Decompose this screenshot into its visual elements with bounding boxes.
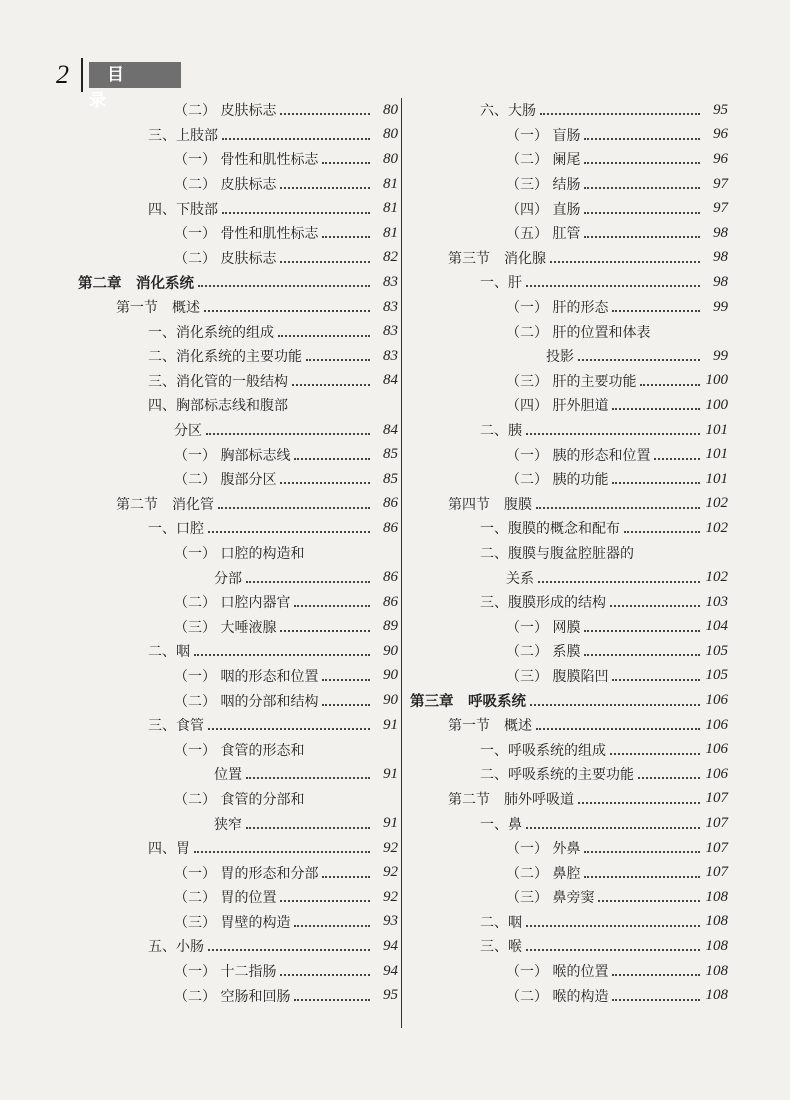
dot-leader (294, 605, 370, 607)
toc-entry-page: 106 (705, 741, 728, 758)
dot-leader (536, 507, 700, 509)
toc-entry-label: （二） 皮肤标志 (174, 103, 277, 120)
toc-entry (78, 418, 398, 443)
toc-entry (410, 762, 728, 787)
toc-entry-label: 一、消化系统的组成 (148, 324, 274, 341)
toc-entry (410, 811, 728, 836)
toc-entry (410, 270, 728, 295)
toc-entry (78, 344, 398, 369)
toc-entry (410, 147, 728, 172)
dot-leader (280, 113, 370, 115)
toc-entry-label: （一） 口腔的构造和 (174, 545, 305, 562)
toc-entry-page: 106 (705, 716, 728, 733)
toc-entry (410, 344, 728, 369)
toc-entry-page: 107 (705, 790, 728, 807)
toc-entry (78, 467, 398, 492)
toc-entry (78, 221, 398, 246)
toc-entry-label: （二） 阑尾 (506, 152, 581, 169)
dot-leader (584, 138, 700, 140)
toc-entry (78, 492, 398, 517)
toc-entry (410, 860, 728, 885)
toc-entry (410, 910, 728, 935)
toc-entry-label: 六、大肠 (480, 103, 536, 120)
toc-entry-label: 第二章 消化系统 (78, 275, 194, 292)
toc-entry-label: 分部 (214, 570, 242, 587)
toc-entry (78, 98, 398, 123)
toc-entry-label: 关系 (506, 570, 534, 587)
toc-entry (78, 295, 398, 320)
toc-entry-label: 第二节 肺外呼吸道 (448, 791, 574, 808)
dot-leader (638, 777, 700, 779)
toc-entry-label: 二、咽 (480, 914, 522, 931)
toc-entry (410, 787, 728, 812)
toc-entry-page: 104 (705, 618, 728, 635)
toc-entry-label: 一、腹膜的概念和配布 (480, 521, 620, 538)
dot-leader (208, 531, 370, 533)
toc-entry-label: 三、腹膜形成的结构 (480, 595, 606, 612)
toc-entry-page: 103 (705, 593, 728, 610)
dot-leader (526, 433, 700, 435)
toc-entry (410, 639, 728, 664)
toc-entry-label: （二） 腹部分区 (174, 472, 277, 489)
toc-entry (78, 910, 398, 935)
toc-entry (78, 614, 398, 639)
toc-entry-page: 99 (713, 298, 728, 315)
toc-entry-label: （一） 盲肠 (506, 127, 581, 144)
toc-entry (410, 590, 728, 615)
toc-entry-page: 105 (705, 667, 728, 684)
toc-entry-page: 107 (705, 815, 728, 832)
toc-entry-label: （二） 肝的位置和体表 (506, 324, 651, 341)
toc-entry (78, 393, 398, 418)
toc-entry-page: 102 (705, 495, 728, 512)
dot-leader (278, 335, 370, 337)
toc-entry-label: 投影 (546, 349, 574, 366)
toc-entry (78, 541, 398, 566)
toc-entry-page: 90 (383, 642, 398, 659)
dot-leader (322, 236, 370, 238)
toc-entry-page: 101 (705, 421, 728, 438)
toc-entry-label: （二） 空肠和回肠 (174, 988, 291, 1005)
toc-entry-label: 四、胸部标志线和腹部 (148, 398, 288, 415)
toc-entry-page: 91 (383, 765, 398, 782)
toc-entry-label: （三） 胃壁的构造 (174, 914, 291, 931)
toc-entry-label: （一） 肝的形态 (506, 300, 609, 317)
toc-entry-page: 107 (705, 864, 728, 881)
toc-entry (78, 860, 398, 885)
toc-entry-label: 二、呼吸系统的主要功能 (480, 767, 634, 784)
dot-leader (526, 285, 700, 287)
toc-entry (410, 664, 728, 689)
toc-entry (410, 516, 728, 541)
toc-entry (78, 246, 398, 271)
toc-entry (78, 811, 398, 836)
dot-leader (526, 827, 700, 829)
toc-entry-page: 108 (705, 962, 728, 979)
toc-entry-label: 第一节 概述 (116, 300, 200, 317)
toc-column-left (78, 98, 398, 1008)
dot-leader (538, 581, 700, 583)
toc-entry-label: 第二节 消化管 (116, 496, 214, 513)
toc-entry (78, 369, 398, 394)
toc-entry (78, 639, 398, 664)
toc-entry (78, 713, 398, 738)
toc-entry (410, 934, 728, 959)
toc-entry-label: （一） 胸部标志线 (174, 447, 291, 464)
toc-column-right (410, 98, 728, 1008)
dot-leader (246, 581, 370, 583)
dot-leader (292, 384, 370, 386)
toc-entry-label: 三、上肢部 (148, 127, 218, 144)
toc-entry-page: 80 (383, 126, 398, 143)
toc-entry-page: 82 (383, 249, 398, 266)
toc-entry-label: 三、消化管的一般结构 (148, 373, 288, 390)
toc-entry (410, 467, 728, 492)
toc-entry-page: 91 (383, 716, 398, 733)
toc-entry-page: 107 (705, 839, 728, 856)
dot-leader (280, 482, 370, 484)
toc-entry-label: （二） 口腔内器官 (174, 595, 291, 612)
toc-entry-page: 83 (383, 298, 398, 315)
toc-entry-page: 80 (383, 101, 398, 118)
dot-leader (280, 974, 370, 976)
toc-entry-page: 102 (705, 519, 728, 536)
toc-entry-page: 99 (713, 347, 728, 364)
dot-leader (584, 187, 700, 189)
toc-entry-page: 97 (713, 175, 728, 192)
toc-entry (78, 836, 398, 861)
toc-entry-page: 98 (713, 224, 728, 241)
dot-leader (640, 384, 700, 386)
toc-entry (410, 442, 728, 467)
dot-leader (280, 630, 370, 632)
dot-leader (322, 876, 370, 878)
dot-leader (578, 802, 700, 804)
toc-entry-label: 三、食管 (148, 718, 204, 735)
toc-entry-page: 95 (713, 101, 728, 118)
section-title: 目 录 (89, 62, 181, 88)
toc-entry-label: （二） 鼻腔 (506, 865, 581, 882)
toc-entry-page: 91 (383, 815, 398, 832)
toc-entry (410, 393, 728, 418)
toc-entry-label: 分区 (174, 423, 202, 440)
toc-entry-label: 一、肝 (480, 275, 522, 292)
toc-entry-page: 90 (383, 692, 398, 709)
toc-entry-page: 93 (383, 913, 398, 930)
toc-entry (410, 614, 728, 639)
toc-entry-label: （二） 系膜 (506, 644, 581, 661)
toc-entry-label: 一、口腔 (148, 521, 204, 538)
dot-leader (204, 310, 370, 312)
toc-entry-page: 95 (383, 987, 398, 1004)
column-divider (401, 98, 402, 1028)
dot-leader (280, 187, 370, 189)
toc-entry (78, 147, 398, 172)
toc-entry-label: 狭窄 (214, 816, 242, 833)
toc-entry-page: 86 (383, 569, 398, 586)
toc-entry-label: （三） 腹膜陷凹 (506, 668, 609, 685)
toc-entry-label: （四） 肝外胆道 (506, 398, 609, 415)
toc-entry-page: 105 (705, 642, 728, 659)
toc-entry-label: 二、咽 (148, 644, 190, 661)
toc-entry-label: （二） 胰的功能 (506, 472, 609, 489)
dot-leader (208, 949, 370, 951)
dot-leader (610, 605, 700, 607)
toc-entry-page: 84 (383, 372, 398, 389)
dot-leader (584, 630, 700, 632)
dot-leader (280, 261, 370, 263)
toc-entry-page: 100 (705, 372, 728, 389)
toc-entry-label: （一） 外鼻 (506, 841, 581, 858)
toc-entry-page: 101 (705, 446, 728, 463)
toc-entry-label: 位置 (214, 767, 242, 784)
toc-entry-label: （一） 骨性和肌性标志 (174, 152, 319, 169)
toc-entry-page: 84 (383, 421, 398, 438)
toc-entry-label: 第一节 概述 (448, 718, 532, 735)
toc-entry (78, 983, 398, 1008)
toc-entry-label: 三、喉 (480, 939, 522, 956)
page-number: 2 (56, 60, 69, 89)
dot-leader (578, 359, 700, 361)
toc-entry-label: （二） 胃的位置 (174, 890, 277, 907)
dot-leader (246, 827, 370, 829)
toc-entry (410, 418, 728, 443)
toc-entry-label: （一） 喉的位置 (506, 964, 609, 981)
toc-entry (410, 737, 728, 762)
toc-entry (410, 196, 728, 221)
dot-leader (612, 310, 700, 312)
toc-entry-page: 94 (383, 937, 398, 954)
dot-leader (294, 999, 370, 1001)
toc-entry (410, 295, 728, 320)
dot-leader (612, 999, 700, 1001)
toc-entry-label: （二） 皮肤标志 (174, 250, 277, 267)
dot-leader (526, 925, 700, 927)
toc-entry-page: 81 (383, 224, 398, 241)
toc-entry-page: 96 (713, 150, 728, 167)
toc-entry-page: 94 (383, 962, 398, 979)
dot-leader (584, 876, 700, 878)
dot-leader (540, 113, 700, 115)
toc-entry-label: （三） 结肠 (506, 177, 581, 194)
dot-leader (194, 654, 370, 656)
toc-entry-label: （二） 食管的分部和 (174, 791, 305, 808)
toc-entry-page: 83 (383, 273, 398, 290)
toc-entry-page: 80 (383, 150, 398, 167)
toc-entry-label: （二） 皮肤标志 (174, 177, 277, 194)
toc-entry (410, 983, 728, 1008)
toc-entry-page: 81 (383, 175, 398, 192)
toc-entry (410, 98, 728, 123)
toc-entry-label: 二、胰 (480, 423, 522, 440)
toc-entry (78, 442, 398, 467)
toc-entry (78, 516, 398, 541)
toc-entry-label: 一、鼻 (480, 816, 522, 833)
dot-leader (194, 851, 370, 853)
dot-leader (218, 507, 370, 509)
toc-entry-label: 四、胃 (148, 841, 190, 858)
toc-entry (410, 492, 728, 517)
toc-entry-label: （一） 咽的形态和位置 (174, 668, 319, 685)
toc-entry (410, 959, 728, 984)
toc-entry (410, 123, 728, 148)
toc-entry (410, 319, 728, 344)
dot-leader (584, 162, 700, 164)
toc-entry-label: （三） 大唾液腺 (174, 619, 277, 636)
dot-leader (222, 212, 370, 214)
toc-entry (78, 319, 398, 344)
dot-leader (294, 925, 370, 927)
toc-entry (410, 541, 728, 566)
dot-leader (208, 728, 370, 730)
toc-entry (78, 959, 398, 984)
toc-entry-label: （三） 鼻旁窦 (506, 890, 595, 907)
dot-leader (530, 704, 700, 706)
toc-entry (78, 688, 398, 713)
toc-entry-label: 五、小肠 (148, 939, 204, 956)
toc-chapter-entry (78, 270, 398, 295)
toc-entry-page: 85 (383, 446, 398, 463)
toc-entry-page: 92 (383, 888, 398, 905)
toc-entry-page: 106 (705, 765, 728, 782)
toc-entry-page: 86 (383, 495, 398, 512)
dot-leader (222, 138, 370, 140)
dot-leader (612, 974, 700, 976)
dot-leader (322, 162, 370, 164)
dot-leader (536, 728, 700, 730)
dot-leader (526, 949, 700, 951)
toc-entry (410, 565, 728, 590)
toc-entry-page: 97 (713, 200, 728, 217)
dot-leader (584, 236, 700, 238)
dot-leader (280, 900, 370, 902)
toc-entry (78, 762, 398, 787)
dot-leader (654, 458, 700, 460)
toc-entry-label: （一） 食管的形态和 (174, 742, 305, 759)
toc-entry-page: 100 (705, 396, 728, 413)
toc-entry-label: 四、下肢部 (148, 201, 218, 218)
toc-entry (78, 787, 398, 812)
toc-entry (410, 221, 728, 246)
toc-entry (78, 590, 398, 615)
toc-entry-label: 一、呼吸系统的组成 (480, 742, 606, 759)
toc-entry-label: 二、腹膜与腹盆腔脏器的 (480, 545, 634, 562)
toc-entry-label: （三） 肝的主要功能 (506, 373, 637, 390)
toc-entry (78, 737, 398, 762)
toc-entry-page: 98 (713, 273, 728, 290)
dot-leader (584, 212, 700, 214)
toc-entry (410, 369, 728, 394)
toc-entry-page: 81 (383, 200, 398, 217)
dot-leader (294, 458, 370, 460)
toc-entry (78, 123, 398, 148)
toc-entry-label: 第三节 消化腺 (448, 250, 546, 267)
toc-entry (410, 713, 728, 738)
dot-leader (584, 654, 700, 656)
dot-leader (322, 679, 370, 681)
toc-entry-page: 96 (713, 126, 728, 143)
dot-leader (612, 408, 700, 410)
dot-leader (198, 285, 370, 287)
toc-entry-page: 98 (713, 249, 728, 266)
toc-entry-page: 108 (705, 888, 728, 905)
dot-leader (246, 777, 370, 779)
toc-entry (410, 885, 728, 910)
toc-entry-page: 108 (705, 987, 728, 1004)
toc-entry-page: 89 (383, 618, 398, 635)
toc-entry-page: 90 (383, 667, 398, 684)
toc-entry-label: （二） 喉的构造 (506, 988, 609, 1005)
dot-leader (584, 851, 700, 853)
dot-leader (610, 753, 700, 755)
toc-entry (78, 172, 398, 197)
toc-entry-page: 108 (705, 913, 728, 930)
toc-entry-page: 101 (705, 470, 728, 487)
toc-entry-label: 第三章 呼吸系统 (410, 694, 526, 711)
toc-entry-label: （二） 咽的分部和结构 (174, 693, 319, 710)
toc-entry (78, 196, 398, 221)
toc-entry-label: （一） 十二指肠 (174, 964, 277, 981)
toc-entry-label: 二、消化系统的主要功能 (148, 349, 302, 366)
toc-entry-page: 83 (383, 323, 398, 340)
dot-leader (598, 900, 700, 902)
toc-entry-page: 83 (383, 347, 398, 364)
toc-entry (78, 664, 398, 689)
toc-entry (78, 885, 398, 910)
dot-leader (206, 433, 370, 435)
dot-leader (612, 482, 700, 484)
dot-leader (624, 531, 700, 533)
toc-entry-page: 108 (705, 937, 728, 954)
dot-leader (612, 679, 700, 681)
toc-entry-label: （一） 骨性和肌性标志 (174, 226, 319, 243)
toc-entry-label: （一） 胰的形态和位置 (506, 447, 651, 464)
toc-entry-label: 第四节 腹膜 (448, 496, 532, 513)
dot-leader (306, 359, 370, 361)
toc-entry-label: （一） 胃的形态和分部 (174, 865, 319, 882)
toc-entry-page: 106 (705, 692, 728, 709)
toc-entry-page: 86 (383, 593, 398, 610)
toc-entry (78, 934, 398, 959)
toc-entry-page: 92 (383, 839, 398, 856)
dot-leader (322, 704, 370, 706)
toc-entry-page: 92 (383, 864, 398, 881)
toc-entry (410, 836, 728, 861)
toc-entry-page: 85 (383, 470, 398, 487)
toc-entry-label: （四） 直肠 (506, 201, 581, 218)
toc-entry-page: 102 (705, 569, 728, 586)
toc-entry-label: （一） 网膜 (506, 619, 581, 636)
header-rule (81, 58, 83, 92)
toc-entry-label: （五） 肛管 (506, 226, 581, 243)
toc-chapter-entry (410, 688, 728, 713)
toc-entry-page: 86 (383, 519, 398, 536)
toc-entry (78, 565, 398, 590)
dot-leader (550, 261, 700, 263)
toc-entry (410, 172, 728, 197)
toc-entry (410, 246, 728, 271)
